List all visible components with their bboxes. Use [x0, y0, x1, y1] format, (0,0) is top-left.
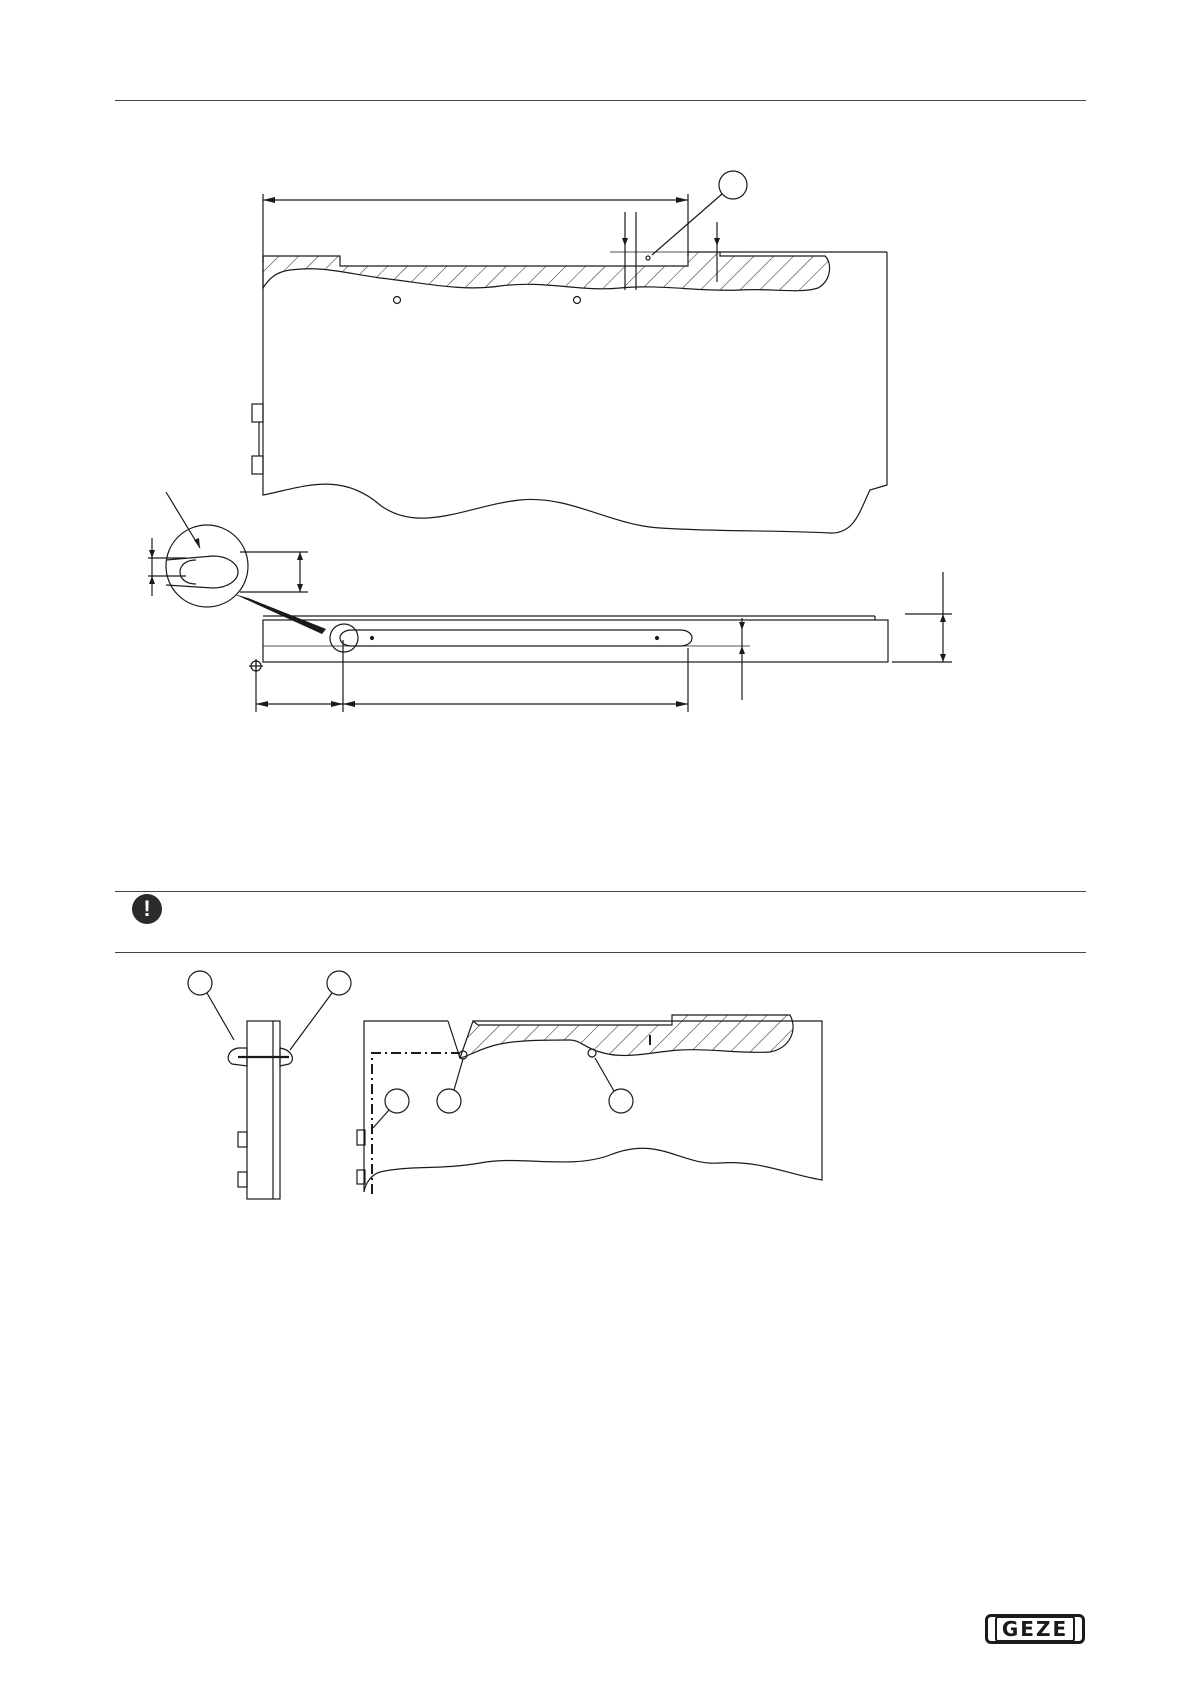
callout-circle-top	[719, 171, 747, 199]
callout-circle-pin-2	[609, 1089, 633, 1113]
logo-text: GEZE	[995, 1616, 1075, 1642]
notice-rule-top	[115, 891, 1086, 892]
notice-rule-bottom	[115, 952, 1086, 953]
exclamation-icon: !	[132, 894, 162, 924]
rail-detail-view	[148, 492, 952, 712]
callout-circle-right	[327, 971, 351, 995]
mounting-side-view	[188, 971, 351, 1199]
slot-highlight-circle	[330, 624, 358, 652]
callout-circle-pin-1	[437, 1089, 461, 1113]
door-leaf-top-view	[252, 171, 887, 533]
rail-slot	[340, 630, 692, 646]
callout-circle-left	[188, 971, 212, 995]
geze-logo	[985, 1614, 1085, 1644]
mounting-front-view	[357, 1015, 822, 1194]
callout-circle-hinge	[385, 1089, 409, 1113]
